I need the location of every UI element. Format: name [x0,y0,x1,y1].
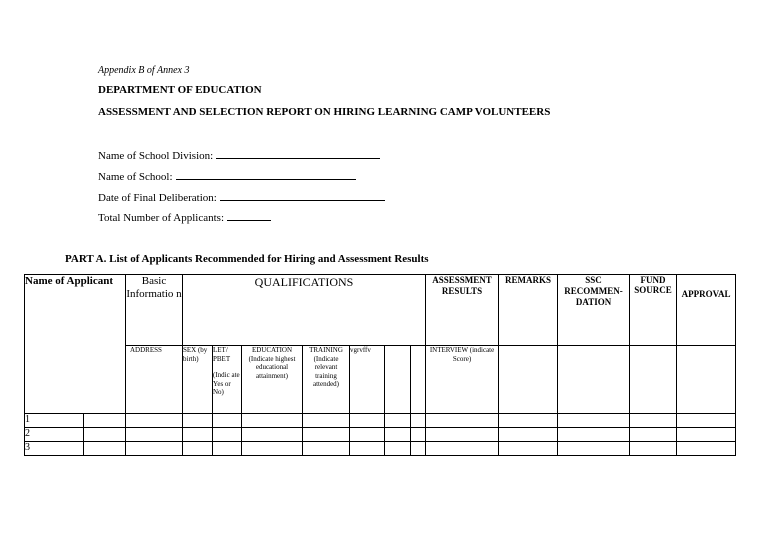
table-cell[interactable] [677,442,736,456]
subheader-extra: vgrvffv [350,346,385,414]
total-applicants-label: Total Number of Applicants: [98,212,225,224]
table-cell[interactable] [558,428,630,442]
table-cell[interactable] [499,414,558,428]
table-cell[interactable] [350,428,385,442]
header-approval: APPROVAL [677,275,736,346]
table-cell[interactable] [411,414,426,428]
total-applicants-field [98,210,271,224]
table-cell[interactable] [499,428,558,442]
table-cell[interactable] [558,442,630,456]
table-cell[interactable] [84,442,126,456]
applicants-table [24,274,736,456]
table-row [25,428,736,442]
table-cell[interactable] [350,442,385,456]
table-cell[interactable] [558,414,630,428]
deliberation-date-label: Date of Final Deliberation: [98,192,217,204]
row-number: 1 [25,414,84,428]
table-cell[interactable] [303,428,350,442]
table-cell[interactable] [385,442,411,456]
appendix-label: Appendix B of Annex 3 [98,65,190,76]
row-number: 3 [25,442,84,456]
table-cell[interactable] [426,414,499,428]
total-applicants-blank[interactable] [227,210,271,221]
table-cell[interactable] [183,414,213,428]
table-cell[interactable] [242,428,303,442]
subheader-address: ADDRESS [126,346,183,414]
table-cell[interactable] [303,442,350,456]
table-cell[interactable] [350,414,385,428]
header-remarks: REMARKS [499,275,558,346]
report-title: ASSESSMENT AND SELECTION REPORT ON HIRING LEARNING CAMP VOLUNTEERS [98,106,551,118]
table-cell[interactable] [242,442,303,456]
school-blank[interactable] [176,169,356,180]
table-cell[interactable] [677,428,736,442]
table-cell[interactable] [630,442,677,456]
subheader-ssc-cell[interactable] [558,346,630,414]
subheader-approval-cell[interactable] [677,346,736,414]
table-cell[interactable] [213,442,242,456]
header-applicant: Name of Applicant [25,275,126,414]
table-cell[interactable] [426,428,499,442]
table-cell[interactable] [126,428,183,442]
table-cell[interactable] [213,414,242,428]
table-cell[interactable] [183,428,213,442]
part-a-heading: PART A. List of Applicants Recommended for Hiring and Assessment Results [65,253,429,265]
school-label: Name of School: [98,171,173,183]
table-row [25,414,736,428]
table-cell[interactable] [303,414,350,428]
table-cell[interactable] [242,414,303,428]
subheader-blank-1[interactable] [385,346,411,414]
subheader-let-pbet-bottom: (Indic ate Yes or No) [213,371,240,396]
table-cell[interactable] [213,428,242,442]
table-cell[interactable] [126,414,183,428]
table-cell[interactable] [677,414,736,428]
subheader-let-pbet-top: LET/ PBET [213,346,231,363]
table-cell[interactable] [499,442,558,456]
subheader-blank-2[interactable] [411,346,426,414]
table-cell[interactable] [411,428,426,442]
row-number: 2 [25,428,84,442]
header-fund-source: FUND SOURCE [630,275,677,346]
subheader-interview: INTERVIEW (indicate Score) [426,346,499,414]
subheader-training: TRAINING (Indicate relevant training attended) [303,346,350,414]
table-cell[interactable] [426,442,499,456]
deliberation-date-blank[interactable] [220,190,385,201]
table-cell[interactable] [84,428,126,442]
table-cell[interactable] [385,414,411,428]
table-cell[interactable] [84,414,126,428]
table-cell[interactable] [183,442,213,456]
subheader-remarks-cell[interactable] [499,346,558,414]
table-cell[interactable] [630,414,677,428]
table-row [25,442,736,456]
header-ssc-recommendation: SSC RECOMMEN- DATION [558,275,630,346]
subheader-education: EDUCATION (Indicate highest educational attainment) [242,346,303,414]
school-field [98,169,356,183]
school-division-label: Name of School Division: [98,150,214,162]
header-qualifications: QUALIFICATIONS [183,275,426,346]
school-division-field [98,148,380,162]
department-title: DEPARTMENT OF EDUCATION [98,84,262,96]
header-assessment-results: ASSESSMENT RESULTS [426,275,499,346]
header-basic-info: Basic Informatio n [126,275,183,346]
deliberation-date-field [98,190,385,204]
table-cell[interactable] [385,428,411,442]
table-cell[interactable] [630,428,677,442]
table-cell[interactable] [126,442,183,456]
table-cell[interactable] [411,442,426,456]
school-division-blank[interactable] [216,148,380,159]
subheader-fund-cell[interactable] [630,346,677,414]
subheader-let-pbet [213,346,242,414]
subheader-sex: SEX (by birth) [183,346,213,414]
